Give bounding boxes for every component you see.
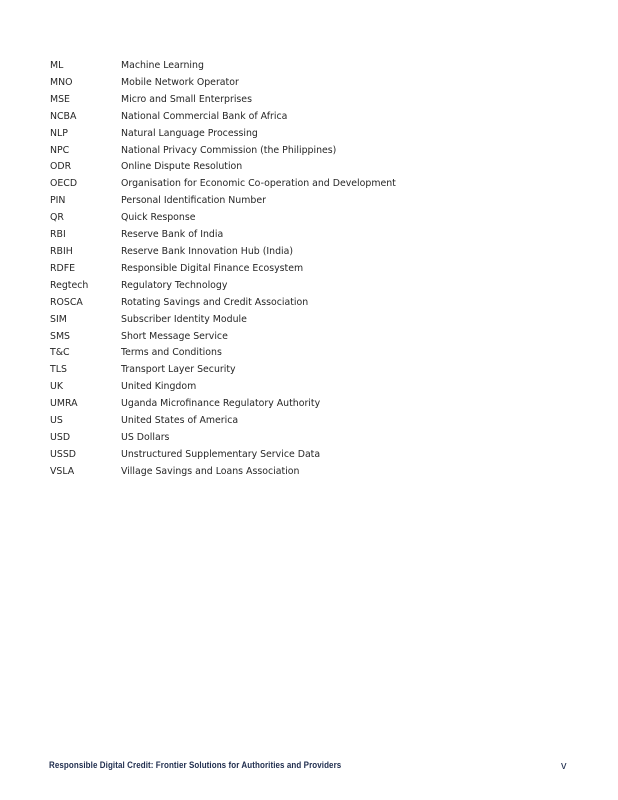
acronym-term: UK <box>50 381 64 393</box>
acronym-row <box>50 396 570 413</box>
acronym-row <box>50 413 570 430</box>
acronym-definition: Reserve Bank of India <box>121 229 224 241</box>
footer-title: Responsible Digital Credit: Frontier Solutions for Authorities and Providers <box>49 760 342 770</box>
acronym-definition: Machine Learning <box>121 60 204 71</box>
acronym-row <box>50 210 570 227</box>
acronym-definition: Terms and Conditions <box>121 347 222 359</box>
acronym-term: USSD <box>50 448 76 460</box>
acronym-row <box>50 345 570 362</box>
acronym-definition: Unstructured Supplementary Service Data <box>121 448 321 460</box>
acronym-term: NCBA <box>50 110 77 122</box>
acronym-term: ODR <box>50 161 72 173</box>
acronym-term: MNO <box>50 76 73 88</box>
acronym-row <box>50 244 570 261</box>
acronym-definition: Mobile Network Operator <box>121 76 239 88</box>
acronym-definition: National Privacy Commission (the Philippines) <box>121 144 337 156</box>
acronym-term: QR <box>50 212 64 224</box>
acronym-term: SIM <box>50 313 67 325</box>
acronym-definition: Transport Layer Security <box>121 364 236 376</box>
acronym-row <box>50 447 570 464</box>
acronym-row <box>50 278 570 295</box>
acronym-row <box>50 92 570 109</box>
acronym-term: TLS <box>50 364 67 376</box>
acronym-row <box>50 464 570 481</box>
acronym-term: T&C <box>50 347 70 359</box>
acronym-row <box>50 75 570 92</box>
acronym-term: RDFE <box>50 262 76 274</box>
acronym-term: VSLA <box>50 465 75 477</box>
acronym-row <box>50 261 570 278</box>
acronym-term: RBIH <box>50 245 73 257</box>
acronym-definition: Short Message Service <box>121 330 228 342</box>
acronym-definition: Reserve Bank Innovation Hub (India) <box>121 245 294 257</box>
acronym-row <box>50 295 570 312</box>
acronym-term: NLP <box>50 127 68 139</box>
acronym-term: UMRA <box>50 398 78 410</box>
acronym-row <box>50 58 570 75</box>
acronym-definition: Regulatory Technology <box>121 279 228 291</box>
acronym-row <box>50 362 570 379</box>
acronym-term: MSE <box>50 93 70 105</box>
acronym-row <box>50 159 570 176</box>
acronym-definition: Personal Identification Number <box>121 195 266 207</box>
acronym-term: Regtech <box>50 279 89 291</box>
acronym-row <box>50 430 570 447</box>
acronym-definition: United States of America <box>121 415 239 427</box>
acronym-definition: Uganda Microfinance Regulatory Authority <box>121 398 321 410</box>
acronym-row <box>50 109 570 126</box>
acronym-term: RBI <box>50 229 66 241</box>
acronym-row <box>50 227 570 244</box>
acronym-row <box>50 193 570 210</box>
acronym-definition: US Dollars <box>121 431 170 443</box>
acronym-definition: Village Savings and Loans Association <box>121 465 300 477</box>
acronym-term: USD <box>50 431 71 443</box>
acronym-definition: Micro and Small Enterprises <box>121 93 252 105</box>
acronym-definition: Responsible Digital Finance Ecosystem <box>121 262 304 274</box>
acronym-row <box>50 176 570 193</box>
acronym-term: ROSCA <box>50 296 83 308</box>
acronym-definition: National Commercial Bank of Africa <box>121 110 288 122</box>
acronym-term: SMS <box>50 330 70 342</box>
acronym-term: ML <box>50 60 64 71</box>
acronym-row <box>50 329 570 346</box>
acronym-term: NPC <box>50 144 70 156</box>
acronym-definition: Online Dispute Resolution <box>121 161 243 173</box>
acronym-list <box>50 58 570 481</box>
page-number: v <box>561 760 567 772</box>
acronym-term: OECD <box>50 178 78 190</box>
acronym-definition: Rotating Savings and Credit Association <box>121 296 309 308</box>
acronym-definition: Quick Response <box>121 212 196 224</box>
acronym-definition: Natural Language Processing <box>121 127 258 139</box>
acronym-term: PIN <box>50 195 66 207</box>
acronym-definition: Subscriber Identity Module <box>121 313 247 325</box>
acronym-row <box>50 312 570 329</box>
acronym-definition: Organisation for Economic Co-operation and Development <box>121 178 396 190</box>
acronym-term: US <box>50 415 63 427</box>
acronym-row <box>50 379 570 396</box>
acronym-definition: United Kingdom <box>121 381 197 393</box>
acronym-row <box>50 126 570 143</box>
acronym-row <box>50 143 570 160</box>
